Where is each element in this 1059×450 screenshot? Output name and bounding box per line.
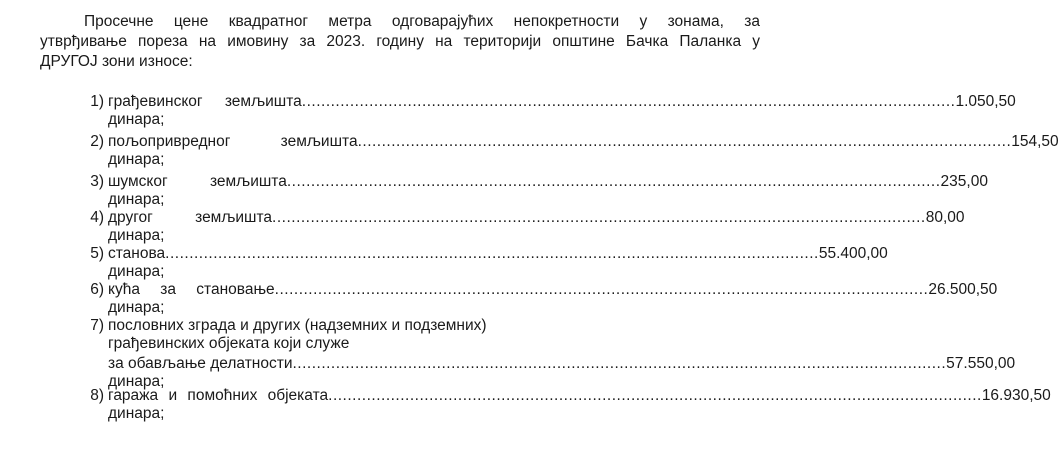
- item-unit: динара;: [108, 299, 165, 316]
- item-label: пољопривредног земљишта: [108, 133, 358, 150]
- item-label: другог земљишта: [108, 209, 273, 226]
- item-unit: динара;: [108, 151, 165, 168]
- item-label: станова: [108, 245, 166, 262]
- item-value: 235,00: [940, 173, 988, 190]
- item-value: 57.550,00: [946, 355, 1016, 372]
- item-label: гаража и помоћних објеката: [108, 387, 329, 404]
- item-number: 6): [90, 281, 104, 298]
- item-unit: динара;: [108, 263, 165, 280]
- intro-line-3: ДРУГОЈ зони износе:: [40, 53, 193, 70]
- intro-line-2: утврђивање пореза на имовину за 2023. годину на територији општине Бачка Паланка у: [40, 33, 760, 50]
- leader-dots: ........................................................................................................................................: [274, 281, 929, 298]
- intro-line-1: Просечне цене квадратног метра одговарајућих непокретности у зонама, за: [84, 13, 760, 30]
- item-value: 80,00: [925, 209, 965, 226]
- item-value: 55.400,00: [818, 245, 888, 262]
- item-number: 5): [90, 245, 104, 262]
- item-unit: динара;: [108, 373, 165, 390]
- item-label: за обављање делатности: [108, 355, 293, 372]
- item-unit: динара;: [108, 191, 165, 208]
- item-number: 2): [90, 133, 104, 150]
- item-label-line-2: грађевинских објеката који служе: [108, 335, 350, 352]
- leader-dots: ........................................................................................................................................: [357, 133, 1012, 150]
- leader-dots: ........................................................................................................................................: [328, 387, 982, 404]
- leader-dots: ........................................................................................................................................: [292, 355, 947, 372]
- item-value: 154,50: [1011, 133, 1059, 150]
- item-value: 1.050,50: [955, 93, 1016, 110]
- item-label: шумског земљишта: [108, 173, 287, 190]
- item-number: 3): [90, 173, 104, 190]
- item-number: 7): [90, 317, 104, 334]
- intro-paragraph: [40, 12, 760, 72]
- item-number: 4): [90, 209, 104, 226]
- item-value: 26.500,50: [928, 281, 998, 298]
- item-unit: динара;: [108, 405, 165, 422]
- item-unit: динара;: [108, 111, 165, 128]
- item-unit: динара;: [108, 227, 165, 244]
- item-number: 1): [90, 93, 104, 110]
- item-label: кућа за становање: [108, 281, 275, 298]
- leader-dots: ........................................................................................................................................: [165, 245, 819, 262]
- leader-dots: ........................................................................................................................................: [301, 93, 956, 110]
- item-label-line-1: пословних зграда и других (надземних и подземних): [108, 317, 487, 334]
- leader-dots: ........................................................................................................................................: [272, 209, 926, 226]
- item-value: 16.930,50: [981, 387, 1051, 404]
- leader-dots: ........................................................................................................................................: [286, 173, 941, 190]
- item-label: грађевинског земљишта: [108, 93, 302, 110]
- item-number: 8): [90, 387, 104, 404]
